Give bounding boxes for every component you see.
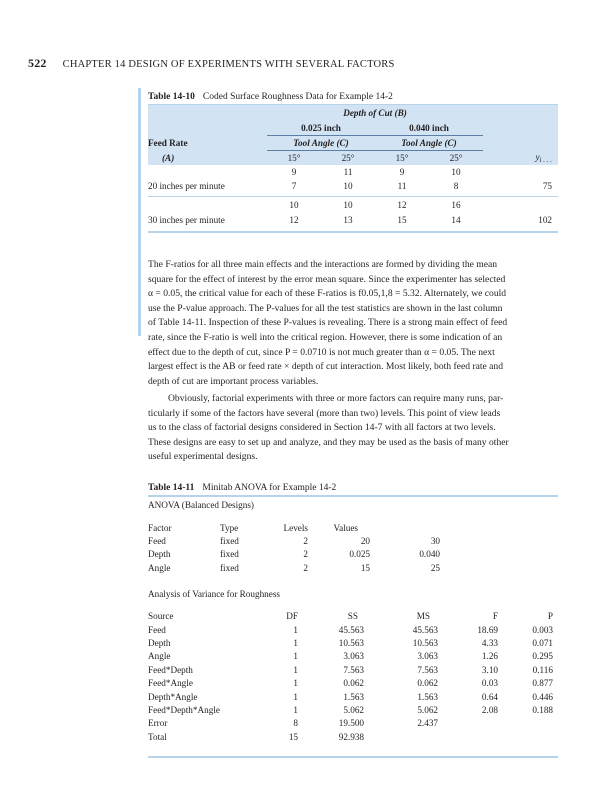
anova-cell bbox=[498, 730, 553, 743]
anova-cell: 3.063 bbox=[417, 651, 438, 662]
anova-header: Source DF SS MS F P bbox=[148, 611, 553, 622]
anova-cell: 0.062 bbox=[417, 678, 438, 689]
text-line: use the P-value approach. The P-values for all the test statistics are shown in the last column bbox=[148, 302, 503, 314]
table2-subtitle: ANOVA (Balanced Designs) bbox=[148, 500, 254, 510]
text-line: of Table 14-11. Inspection of these P-values is revealing. There is a strong main effect of feed bbox=[148, 317, 508, 329]
table2-bottom-rule bbox=[148, 756, 558, 758]
anova-cell: 2.08 bbox=[481, 704, 498, 715]
text-line: us to the class of factorial designs considered in Section 14-7 with all factors at two levels. bbox=[148, 422, 496, 434]
anova-cell: 0.116 bbox=[532, 664, 553, 675]
anova-cell: 1 bbox=[293, 704, 298, 715]
total-header: $y_{i . . .}$ bbox=[483, 151, 558, 166]
anova-cell: 1.563 bbox=[417, 691, 438, 702]
table-row: 10 10 12 16 bbox=[289, 200, 461, 210]
table-row bbox=[148, 690, 553, 703]
anova-cell: 3.10 bbox=[481, 664, 498, 675]
anova-cell: 1 bbox=[293, 651, 298, 662]
table-row: Depth fixed 2 0.025 0.040 bbox=[148, 549, 440, 560]
text-line: square for the effect of interest by the error mean square. Since the experimenter has selected bbox=[148, 273, 506, 285]
text-line: depth of cut are important process variables. bbox=[148, 375, 319, 387]
anova-cell: 5.062 bbox=[343, 704, 364, 715]
anova-cell: Feed*Angle bbox=[148, 678, 193, 689]
anova-cell: 15 bbox=[288, 731, 298, 742]
anova-cell: 10.563 bbox=[412, 638, 438, 649]
anova-cell: 18.69 bbox=[477, 624, 498, 635]
anova-cell: 0.295 bbox=[532, 651, 553, 662]
anova-table bbox=[148, 610, 553, 744]
text-line: rate, since the F-ratio is well into the critical region. However, there is some indication of an bbox=[148, 331, 503, 343]
anova-cell: 7.563 bbox=[343, 664, 364, 675]
table-row bbox=[148, 730, 553, 743]
page-number: 522 bbox=[28, 56, 47, 70]
anova-cell: Total bbox=[148, 731, 167, 742]
table2-label: Table 14-11 bbox=[148, 483, 195, 493]
row-label: 20 inches per minute bbox=[148, 181, 225, 191]
anova-cell bbox=[438, 717, 498, 730]
anova-cell: Error bbox=[148, 718, 168, 729]
anova-cell: 1 bbox=[293, 664, 298, 675]
text-line: useful experimental designs. bbox=[148, 451, 258, 463]
anova-cell: Angle bbox=[148, 651, 171, 662]
angle-2: 25° bbox=[321, 151, 375, 166]
table-row bbox=[148, 623, 553, 636]
table1 bbox=[148, 105, 558, 233]
angle-3: 15° bbox=[375, 151, 429, 166]
text-line: These designs are easy to set up and analyze, and they may be used as the basis of many other bbox=[148, 436, 509, 448]
text-line: ticularly if some of the factors have several (more than two) levels. This point of view leads bbox=[148, 407, 501, 419]
anova-cell: Depth bbox=[148, 638, 171, 649]
table-row: Angle fixed 2 15 25 bbox=[148, 562, 440, 573]
table-row bbox=[148, 677, 553, 690]
table-row bbox=[148, 703, 553, 716]
table1-caption bbox=[148, 92, 393, 102]
anova-cell: Feed*Depth*Angle bbox=[148, 704, 220, 715]
left-margin-rule bbox=[138, 88, 141, 336]
chapter-title: CHAPTER 14 DESIGN OF EXPERIMENTS WITH SEVERAL FACTORS bbox=[62, 59, 395, 70]
row-total: 102 bbox=[538, 215, 552, 225]
feed-rate-header: Feed Rate bbox=[148, 136, 267, 151]
anova-cell: 45.563 bbox=[338, 624, 364, 635]
anova-cell: 1 bbox=[293, 691, 298, 702]
text-line: Obviously, factorial experiments with three or more factors can require many runs, par- bbox=[168, 393, 504, 404]
table1-title: Coded Surface Roughness Data for Example 14-2 bbox=[202, 92, 393, 102]
anova-cell: Depth*Angle bbox=[148, 691, 198, 702]
text-line: largest effect is the AB or feed rate × depth of cut interaction. Most likely, both feed rate and bbox=[148, 361, 504, 373]
tool-angle-header-1: Tool Angle (C) bbox=[267, 136, 375, 151]
text-line: The F-ratios for all three main effects and the interactions are formed by dividing the mean bbox=[148, 259, 498, 270]
table2-caption bbox=[148, 483, 336, 493]
paragraph-1 bbox=[148, 258, 556, 389]
anova-cell bbox=[368, 730, 438, 743]
anova-cell: 8 bbox=[293, 718, 298, 729]
anova-cell: 0.446 bbox=[532, 691, 553, 702]
table-row: 9 11 9 10 bbox=[291, 167, 461, 177]
table-row bbox=[148, 717, 553, 730]
analysis-title: Analysis of Variance for Roughness bbox=[148, 588, 281, 599]
anova-cell: 19.500 bbox=[338, 718, 364, 729]
row-total: 75 bbox=[542, 181, 552, 191]
angle-4: 25° bbox=[429, 151, 483, 166]
text-line: effect due to the depth of cut, since P = 0.0710 is not much greater than α = 0.05. The next bbox=[148, 346, 495, 358]
table2-top-rule bbox=[148, 495, 558, 497]
depth-040-header: 0.040 inch bbox=[375, 121, 483, 136]
table-row: Feed fixed 2 20 30 bbox=[148, 536, 440, 547]
depth-of-cut-header: Depth of Cut (B) bbox=[267, 105, 483, 121]
anova-cell: 2.437 bbox=[417, 718, 438, 729]
factor-table: Factor Type Levels Values Feed fixed 2 20 30 Depth fixed 2 0.025 0.040 Angle fixed 2 15 25 bbox=[148, 521, 553, 575]
anova-cell: Feed bbox=[148, 624, 166, 635]
table-row bbox=[148, 663, 553, 676]
anova-cell: 10.563 bbox=[338, 638, 364, 649]
anova-cell: 0.03 bbox=[481, 678, 498, 689]
anova-cell: 92.938 bbox=[338, 731, 364, 742]
anova-cell bbox=[498, 717, 553, 730]
anova-cell: 45.563 bbox=[412, 624, 438, 635]
anova-cell: 0.071 bbox=[532, 638, 553, 649]
anova-cell: 1.26 bbox=[481, 651, 498, 662]
anova-cell: 0.64 bbox=[481, 691, 498, 702]
table-row bbox=[148, 650, 553, 663]
table2-title: Minitab ANOVA for Example 14-2 bbox=[202, 483, 337, 493]
running-header bbox=[28, 56, 395, 71]
table-row: 30 inches per minute 12 13 15 14 102 bbox=[148, 213, 558, 227]
paragraph-2 bbox=[148, 392, 556, 465]
anova-cell: 3.063 bbox=[343, 651, 364, 662]
table1-label: Table 14-10 bbox=[148, 92, 195, 102]
angle-1: 15° bbox=[267, 151, 321, 166]
feed-rate-sub: (A) bbox=[148, 151, 267, 166]
tool-angle-header-2: Tool Angle (C) bbox=[375, 136, 483, 151]
anova-cell: 0.877 bbox=[532, 678, 553, 689]
anova-cell: 1.563 bbox=[343, 691, 364, 702]
table-row: 20 inches per minute 7 10 11 8 75 bbox=[148, 179, 558, 193]
anova-cell: 1 bbox=[293, 678, 298, 689]
anova-cell: Feed*Depth bbox=[148, 664, 193, 675]
text-line: α = 0.05, the critical value for each of these F-ratios is f0.05,1,8 = 5.32. Alternately, we could bbox=[148, 288, 507, 300]
anova-cell: 0.003 bbox=[532, 624, 553, 635]
anova-cell: 4.33 bbox=[481, 638, 498, 649]
anova-cell bbox=[438, 730, 498, 743]
row-label: 30 inches per minute bbox=[148, 215, 225, 225]
anova-cell: 0.062 bbox=[343, 678, 364, 689]
anova-cell: 1 bbox=[293, 638, 298, 649]
table2 bbox=[148, 500, 553, 743]
anova-cell: 1 bbox=[293, 624, 298, 635]
anova-cell: 7.563 bbox=[417, 664, 438, 675]
table-row bbox=[148, 636, 553, 649]
depth-025-header: 0.025 inch bbox=[267, 121, 375, 136]
anova-cell: 5.062 bbox=[417, 704, 438, 715]
anova-cell: 0.188 bbox=[532, 704, 553, 715]
